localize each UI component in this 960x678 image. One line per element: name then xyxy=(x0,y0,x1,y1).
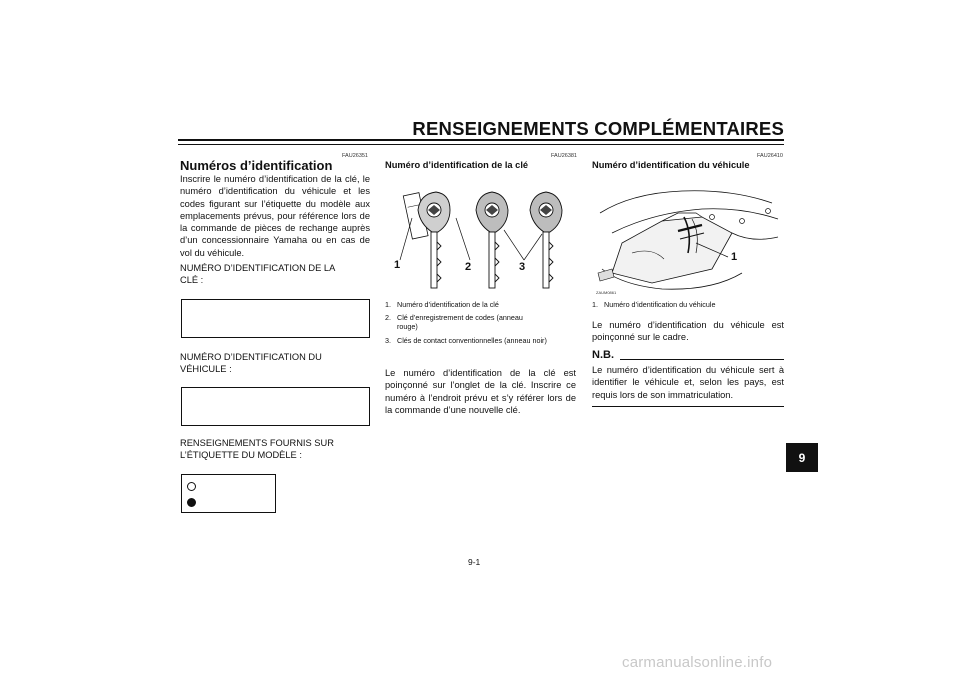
vehicle-number-field xyxy=(181,387,370,426)
callout-1: 1 xyxy=(394,259,401,271)
section-heading: Numéro d’identification de la clé xyxy=(385,160,529,170)
key-number-label-line2: CLÉ : xyxy=(180,275,204,285)
caption-2-text: Clé d’enregistrement de codes (anneau rouge) xyxy=(397,313,523,331)
section-heading: Numéros d’identification xyxy=(180,158,333,173)
section-heading: Numéro d’identification du véhicule xyxy=(592,160,750,170)
watermark: carmanualsonline.info xyxy=(622,654,773,671)
nb-title: N.B. xyxy=(592,349,614,361)
header-rule xyxy=(178,139,784,141)
keys-illustration xyxy=(384,180,579,290)
caption-3-text: Clés de contact conventionnelles (anneau noir) xyxy=(397,336,547,345)
leader-line-1 xyxy=(400,218,412,260)
model-label-line2: L’ÉTIQUETTE DU MODÈLE : xyxy=(180,450,302,460)
nb-rule-bottom xyxy=(592,406,784,407)
nb-rule-top xyxy=(620,359,784,360)
caption-2-number: 2. xyxy=(385,313,391,322)
section-code: FAU26351 xyxy=(342,153,368,159)
page-number: 9-1 xyxy=(468,557,481,567)
caption-1-text: Numéro d’identification de la clé xyxy=(397,300,499,309)
leader-line-3b xyxy=(524,234,542,260)
vehicle-body-paragraph: Le numéro d’identification du véhicule est poinçonné sur le cadre. xyxy=(592,320,784,343)
intro-paragraph: Inscrire le numéro d’identification de la clé, le numéro d’identification du véhicule et les codes figurant sur l’étiquette du modèle aux emplacements prévus, pour référence lors de la commande de pièces de rechange auprès d’un concessionnaire Yamaha ou en cas de vol du véhicule. xyxy=(180,174,370,258)
hollow-circle-icon xyxy=(187,482,196,491)
key-number-label-line1: NUMÉRO D’IDENTIFICATION DE LA xyxy=(180,263,336,273)
key-2 xyxy=(476,192,508,288)
key-3 xyxy=(530,192,562,288)
vehicle-number-label-line2: VÉHICULE : xyxy=(180,364,232,374)
vehicle-caption xyxy=(592,300,784,309)
nb-text: Le numéro d’identification du véhicule sert à identifier le véhicule et, selon les pays, est requis lors de son immatriculation. xyxy=(592,365,784,400)
caption-2 xyxy=(385,313,545,331)
callout-3: 3 xyxy=(519,261,526,273)
vehicle-caption-text: Numéro d’identification du véhicule xyxy=(604,300,716,309)
page-header-title: RENSEIGNEMENTS COMPLÉMENTAIRES xyxy=(412,118,784,139)
leader-line-3a xyxy=(504,230,524,260)
caption-3-number: 3. xyxy=(385,336,391,345)
vehicle-number-label-line1: NUMÉRO D’IDENTIFICATION DU xyxy=(180,352,322,362)
chapter-tab: 9 xyxy=(786,443,818,472)
callout-2: 2 xyxy=(465,261,472,273)
filled-circle-icon xyxy=(187,498,196,507)
key-number-field xyxy=(181,299,370,338)
key-body-paragraph: Le numéro d’identification de la clé est poinçonné sur l’onglet de la clé. Inscrire ce numéro à l’endroit prévu et s’y référer lors de la commande d’une nouvelle clé. xyxy=(385,368,576,415)
caption-1-number: 1. xyxy=(385,300,391,309)
callout-vehicle-1: 1 xyxy=(731,251,738,263)
figure-code: ZAUM0861 xyxy=(596,290,617,295)
model-label-line1: RENSEIGNEMENTS FOURNIS SUR xyxy=(180,438,334,448)
key-1 xyxy=(418,192,450,288)
section-code: FAU26381 xyxy=(551,153,577,159)
section-code: FAU26410 xyxy=(757,153,783,159)
caption-1 xyxy=(385,300,575,309)
model-label-field xyxy=(181,474,276,513)
leader-line-2 xyxy=(456,218,470,260)
caption-3 xyxy=(385,336,553,345)
header-rule-thin xyxy=(178,144,784,145)
vehicle-frame-illustration xyxy=(592,173,784,298)
vehicle-caption-number: 1. xyxy=(592,300,598,309)
